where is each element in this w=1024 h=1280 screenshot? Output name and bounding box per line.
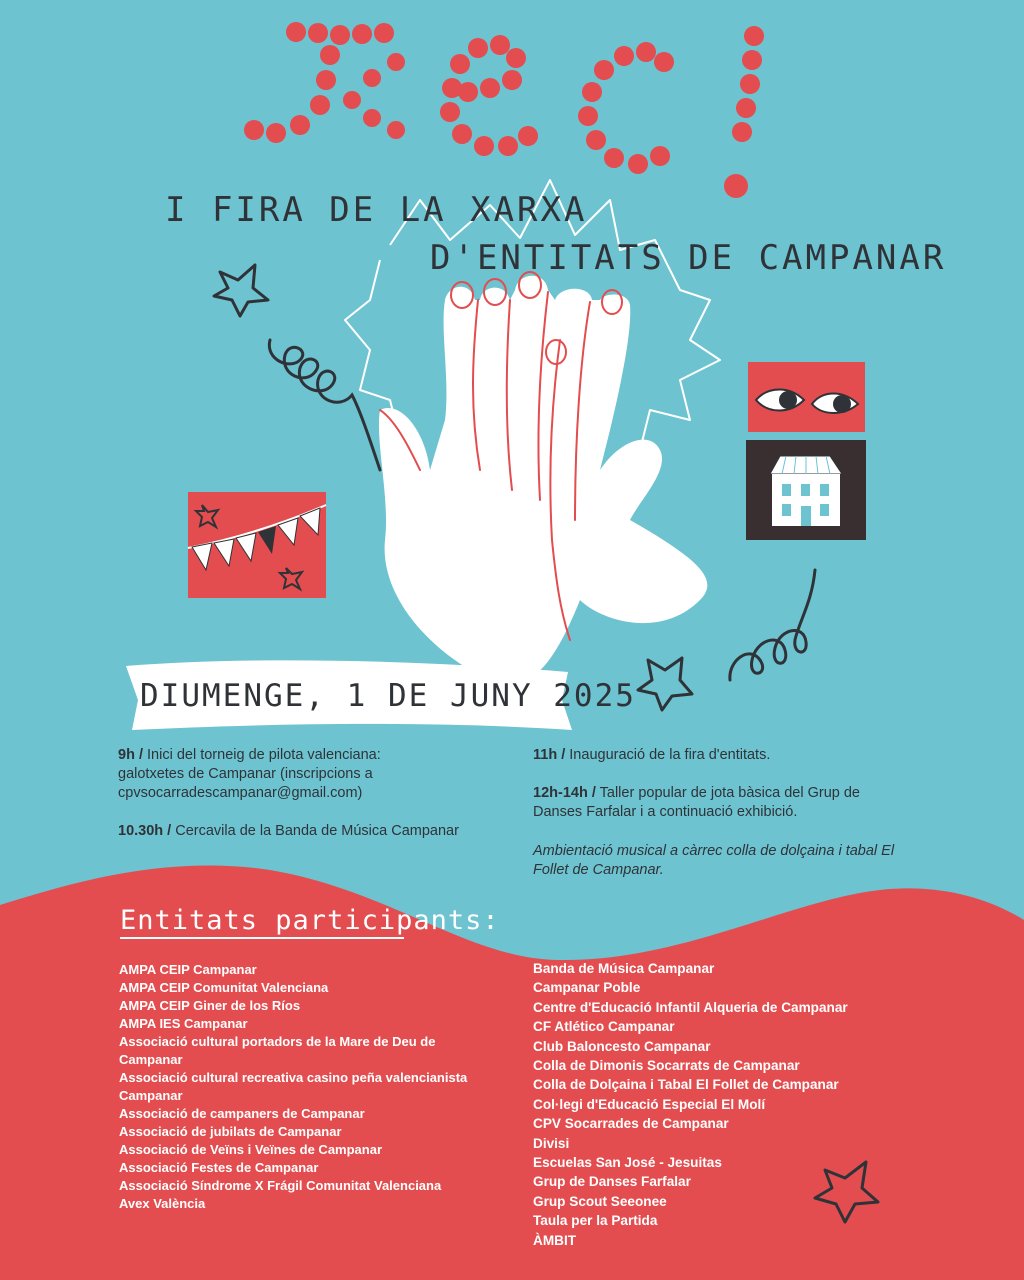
event-date: DIUMENGE, 1 DE JUNY 2025: [140, 678, 636, 714]
subtitle-line-2: D'ENTITATS DE CAMPANAR: [430, 238, 947, 278]
schedule-time: 10.30h /: [118, 823, 172, 839]
schedule-time: 9h /: [118, 747, 143, 763]
list-item: Grup Scout Seeonee: [533, 1193, 667, 1209]
list-item: Centre d'Educació Infantil Alqueria de Campanar: [533, 999, 848, 1015]
schedule-item-11h: [533, 746, 893, 765]
list-item: Taula per la Partida: [533, 1213, 658, 1229]
list-item: AMPA CEIP Giner de los Ríos: [119, 998, 301, 1013]
bunting-card-icon: [188, 492, 326, 598]
list-item: Colla de Dolçaina i Tabal El Follet de Campanar: [533, 1077, 839, 1093]
list-item: Associació de jubilats de Campanar: [119, 1124, 342, 1139]
list-item: Colla de Dimonis Socarrats de Campanar: [533, 1058, 800, 1074]
schedule-text: Taller popular de jota bàsica del Grup de Danses Farfalar i a continuació exhibició.: [533, 785, 860, 820]
entities-heading: Entitats participants:: [120, 905, 500, 936]
list-item: AMPA CEIP Campanar: [119, 962, 257, 977]
list-item: Associació de campaners de Campanar: [119, 1106, 365, 1121]
squiggle-right: [730, 570, 815, 680]
list-item: Associació cultural portadors de la Mare de Deu de Campanar: [119, 1034, 436, 1067]
subtitle-line-1: I FIRA DE LA XARXA: [165, 190, 588, 230]
list-item: Avex València: [119, 1196, 206, 1211]
house-card-icon: [746, 440, 866, 540]
music-note: Ambientació musical a càrrec colla de dolçaina i tabal El Follet de Campanar.: [533, 843, 895, 878]
list-item: Divisi: [533, 1135, 570, 1151]
list-item: ÀMBIT: [533, 1232, 577, 1248]
schedule-time: 11h /: [533, 747, 566, 763]
list-item: Club Baloncesto Campanar: [533, 1038, 711, 1054]
star-icon: [214, 265, 268, 316]
squiggle-left: [269, 340, 380, 470]
list-item: Col·legi d'Educació Especial El Molí: [533, 1096, 766, 1112]
star-icon: [638, 658, 692, 710]
schedule-text: Inici del torneig de pilota valenciana: galotxetes de Campanar (inscripcions a cpvsocarradescampanar@gmail.com): [118, 747, 381, 801]
high-five-hands: [379, 272, 707, 680]
list-item: CF Atlético Campanar: [533, 1019, 675, 1035]
list-item: CPV Socarrades de Campanar: [533, 1116, 729, 1132]
schedule-item-1030h: [118, 822, 518, 841]
schedule-item-9h: [118, 746, 418, 803]
list-item: Banda de Música Campanar: [533, 961, 715, 976]
list-item: Campanar Poble: [533, 980, 641, 996]
entities-list-right: [533, 959, 913, 1250]
list-item: Escuelas San José - Jesuitas: [533, 1155, 722, 1171]
list-item: AMPA IES Campanar: [119, 1016, 248, 1031]
schedule-item-12h: [533, 784, 893, 822]
list-item: Associació cultural recreativa casino peña valencianista Campanar: [119, 1070, 468, 1103]
list-item: AMPA CEIP Comunitat Valenciana: [119, 980, 329, 995]
schedule-text: Inauguració de la fira d'entitats.: [569, 747, 771, 763]
list-item: Associació de Veïns i Veïnes de Campanar: [119, 1142, 383, 1157]
list-item: Associació Síndrome X Frágil Comunitat Valenciana: [119, 1178, 442, 1193]
entities-list-left: [119, 961, 479, 1213]
list-item: Grup de Danses Farfalar: [533, 1174, 691, 1190]
schedule-time: 12h-14h /: [533, 785, 596, 801]
schedule-text: Cercavila de la Banda de Música Campanar: [175, 823, 459, 839]
title-logo: [244, 22, 764, 198]
list-item: Associació Festes de Campanar: [119, 1160, 319, 1175]
heading-underline: [120, 937, 404, 939]
eyes-card-icon: [748, 362, 865, 432]
